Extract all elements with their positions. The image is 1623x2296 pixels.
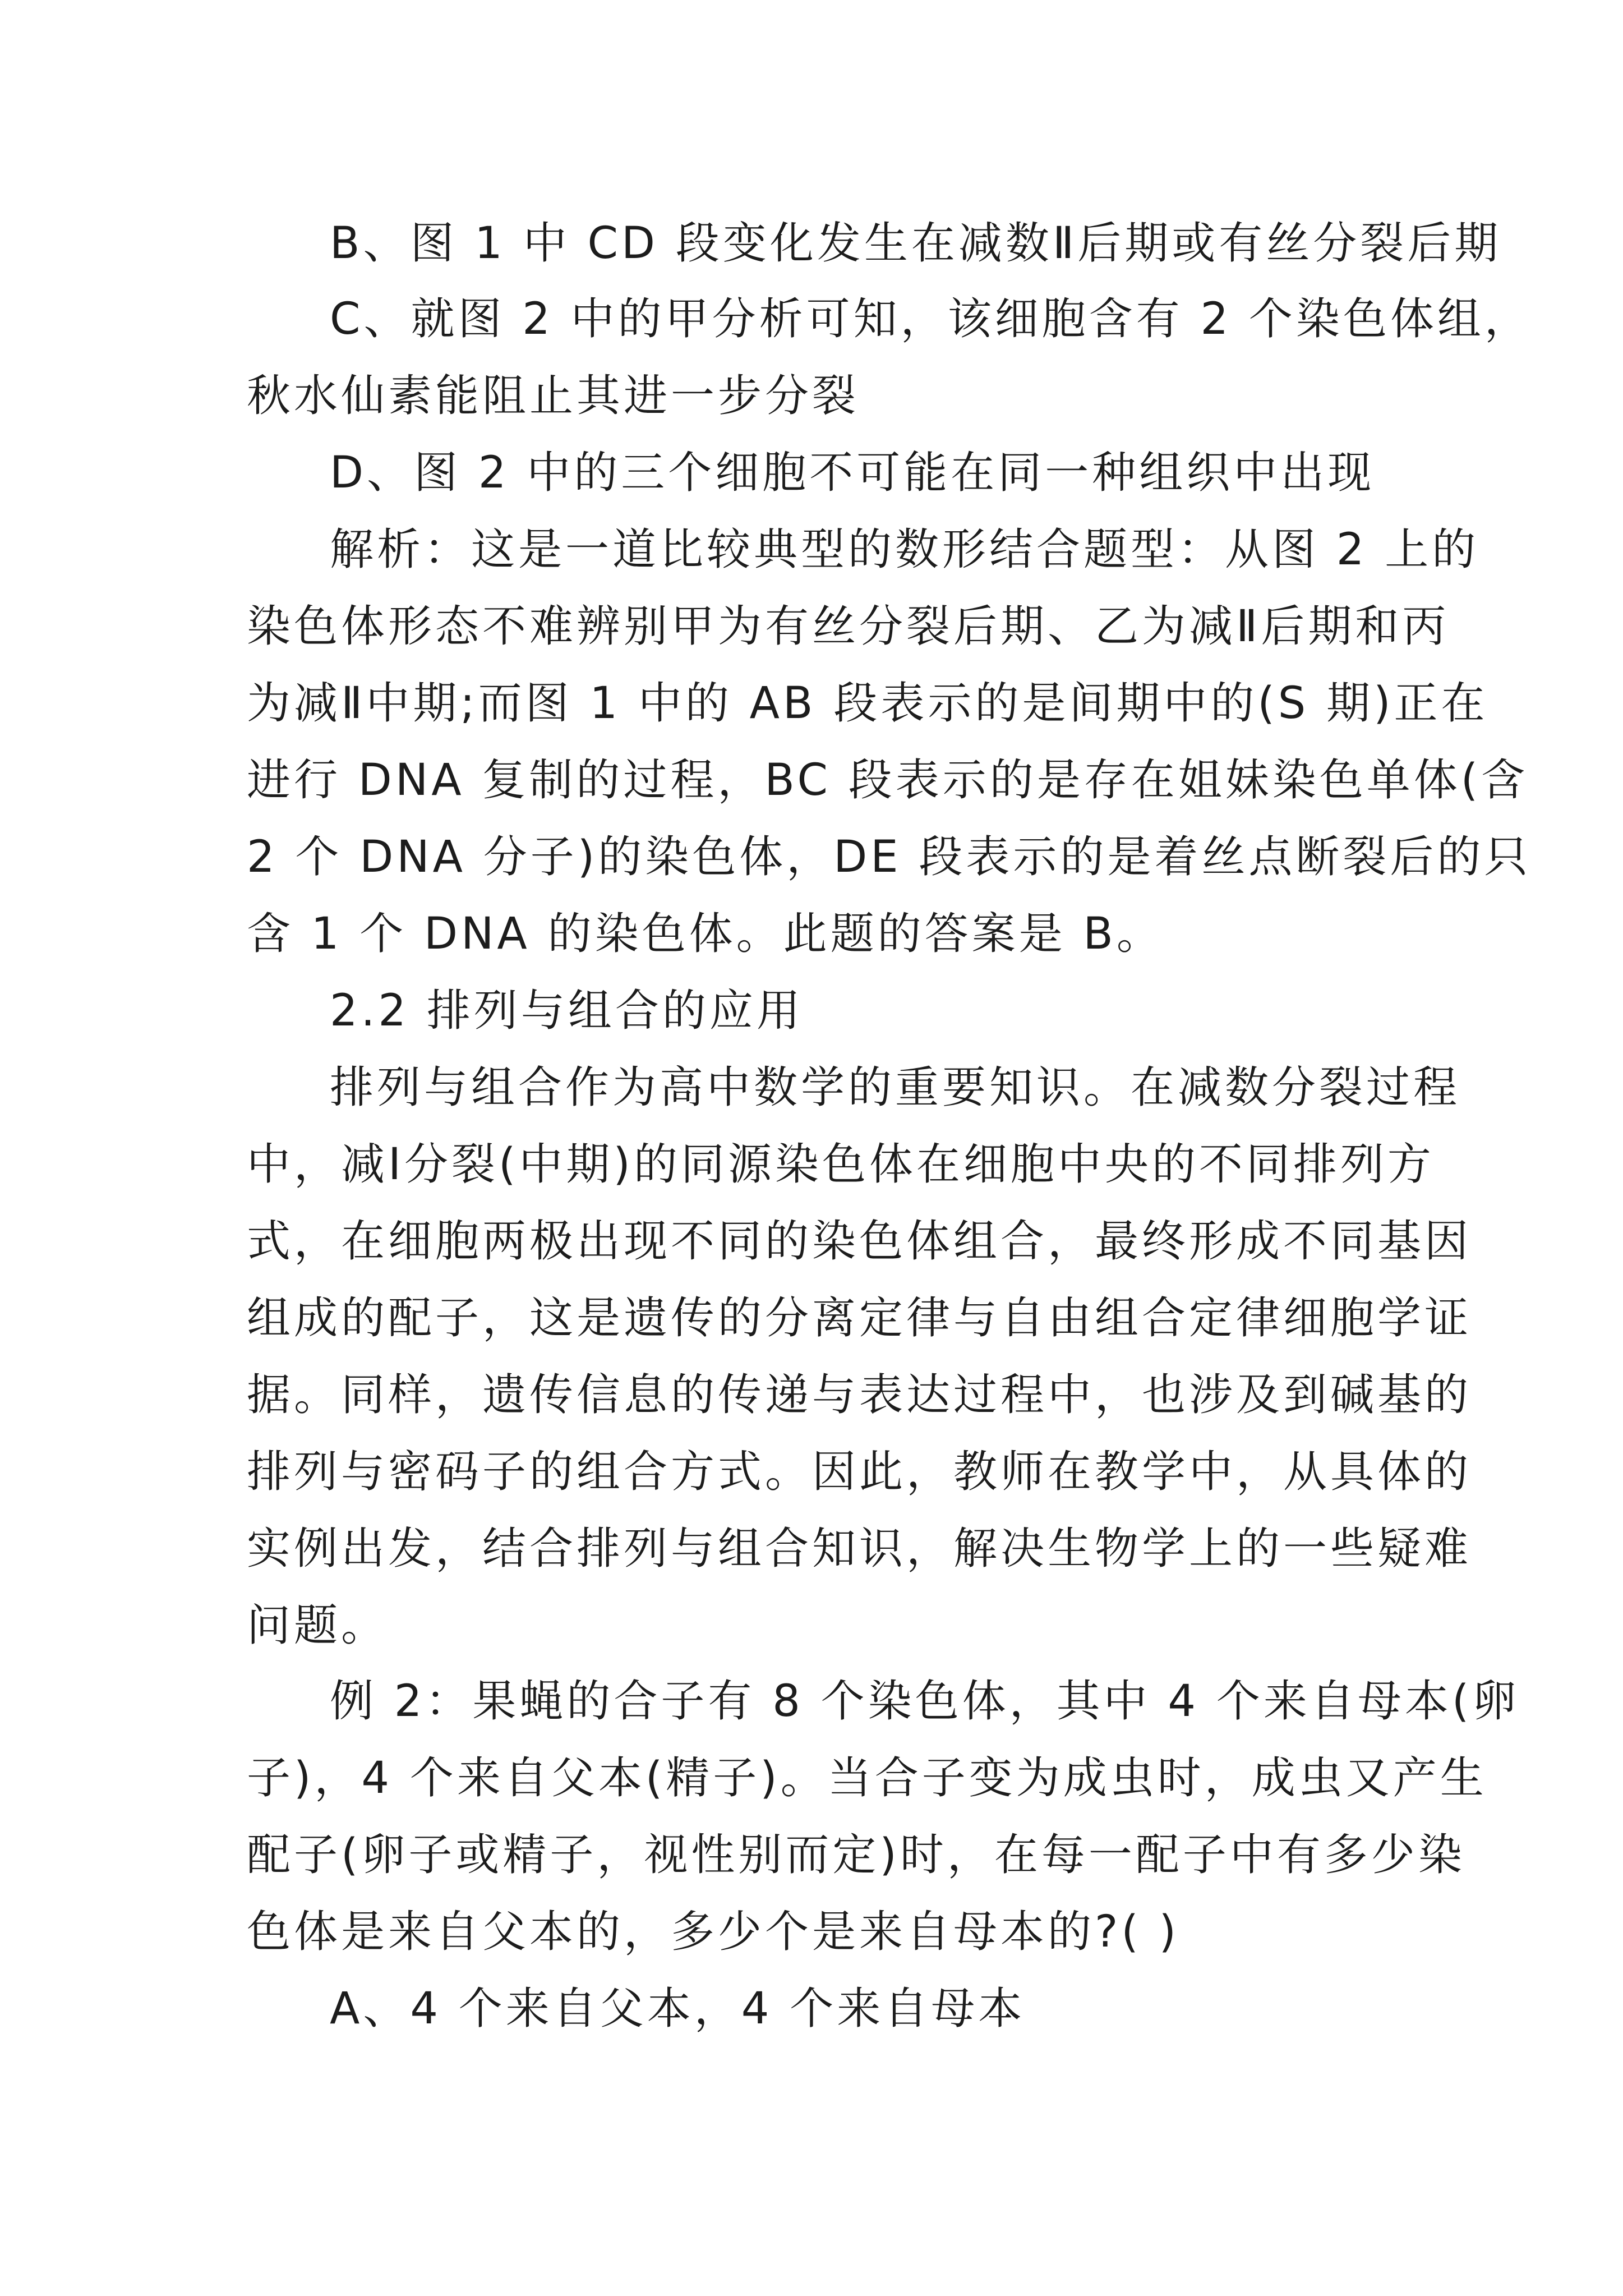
example2-line-4: 色体是来自父本的，多少个是来自母本的?( ) — [247, 1907, 1180, 1957]
option-b-line: B、图 1 中 CD 段变化发生在减数Ⅱ后期或有丝分裂后期 — [330, 218, 1502, 269]
example2-line-2: 子)，4 个来自父本(精子)。当合子变为成虫时，成虫又产生 — [247, 1753, 1487, 1803]
analysis-line-6: 含 1 个 DNA 的染色体。此题的答案是 B。 — [247, 909, 1164, 959]
analysis-line-4: 进行 DNA 复制的过程，BC 段表示的是存在姐妹染色单体(含 — [247, 755, 1529, 806]
option-d-line: D、图 2 中的三个细胞不可能在同一种组织中出现 — [330, 448, 1375, 498]
section-body-line-5: 据。同样，遗传信息的传递与表达过程中，也涉及到碱基的 — [247, 1370, 1472, 1420]
analysis-line-1: 解析：这是一道比较典型的数形结合题型：从图 2 上的 — [330, 524, 1479, 575]
analysis-line-3: 为减Ⅱ中期;而图 1 中的 AB 段表示的是间期中的(S 期)正在 — [247, 678, 1488, 729]
section-body-line-6: 排列与密码子的组合方式。因此，教师在教学中，从具体的 — [247, 1447, 1472, 1497]
option-c-line-1: C、就图 2 中的甲分析可知，该细胞含有 2 个染色体组， — [330, 294, 1532, 344]
section-body-line-1: 排列与组合作为高中数学的重要知识。在减数分裂过程 — [330, 1062, 1461, 1113]
example2-line-1: 例 2：果蝇的合子有 8 个染色体，其中 4 个来自母本(卵 — [330, 1676, 1520, 1727]
example2-line-3: 配子(卵子或精子，视性别而定)时，在每一配子中有多少染 — [247, 1830, 1465, 1880]
section-body-line-3: 式，在细胞两极出现不同的染色体组合，最终形成不同基因 — [247, 1216, 1472, 1267]
section-body-line-4: 组成的配子，这是遗传的分离定律与自由组合定律细胞学证 — [247, 1293, 1472, 1343]
section-heading: 2.2 排列与组合的应用 — [330, 986, 804, 1036]
analysis-line-2: 染色体形态不难辨别甲为有丝分裂后期、乙为减Ⅱ后期和丙 — [247, 601, 1450, 652]
option-a2-line: A、4 个来自父本，4 个来自母本 — [330, 1984, 1026, 2034]
section-body-line-8: 问题。 — [247, 1600, 389, 1651]
section-body-line-7: 实例出发，结合排列与组合知识，解决生物学上的一些疑难 — [247, 1524, 1472, 1574]
analysis-line-5: 2 个 DNA 分子)的染色体，DE 段表示的是着丝点断裂后的只 — [247, 832, 1532, 882]
option-c-line-2: 秋水仙素能阻止其进一步分裂 — [247, 371, 860, 421]
section-body-line-2: 中，减Ⅰ分裂(中期)的同源染色体在细胞中央的不同排列方 — [247, 1139, 1435, 1190]
